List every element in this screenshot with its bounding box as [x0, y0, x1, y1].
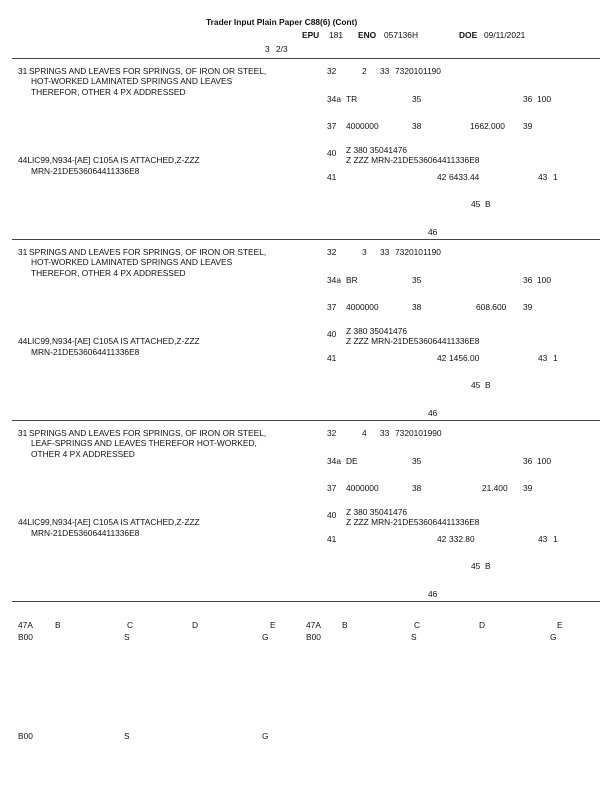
col-d-header: D: [479, 620, 486, 630]
net-mass: 608.600: [476, 302, 507, 312]
doe-value: 09/11/2021: [484, 30, 526, 40]
box40-line1: Z 380 35041476: [346, 145, 408, 155]
box38-label: 38: [412, 302, 422, 312]
box31-label: 31: [18, 66, 28, 76]
box40-label: 40: [327, 510, 337, 520]
item-divider: [12, 239, 600, 240]
box41-label: 41: [327, 534, 337, 544]
box37-label: 37: [327, 121, 337, 131]
tax-base-cell: S: [411, 632, 417, 642]
col-b-header: B: [55, 620, 61, 630]
item-price: 332.80: [449, 534, 475, 544]
box44-line2: MRN-21DE536064411336E8: [31, 166, 140, 176]
col-d-header: D: [192, 620, 199, 630]
box35-label: 35: [412, 94, 422, 104]
desc-line: HOT-WORKED LAMINATED SPRINGS AND LEAVES: [31, 257, 233, 268]
tax-base-cell: S: [124, 632, 130, 642]
item-divider: [12, 420, 600, 421]
box42-label: 42: [437, 353, 447, 363]
box33-label: 33: [380, 428, 390, 438]
box44-line1: 44LIC99,N934-[AE] C105A IS ATTACHED,Z-ZZZ: [18, 155, 200, 165]
desc-line: SPRINGS AND LEAVES FOR SPRINGS, OF IRON OR STEEL,: [29, 66, 267, 76]
box46-label: 46: [428, 227, 438, 237]
box34a-label: 34a: [327, 456, 341, 466]
col-e-header: E: [270, 620, 276, 630]
box37-label: 37: [327, 483, 337, 493]
item-divider: [12, 601, 600, 602]
item-number: 2: [362, 66, 367, 76]
tax-type-cell: B00: [306, 632, 321, 642]
box32-label: 32: [327, 66, 337, 76]
procedure-code: 4000000: [346, 483, 379, 493]
commodity-code: 7320101990: [395, 428, 442, 438]
box39-label: 39: [523, 302, 533, 312]
item-price: 1456.00: [449, 353, 480, 363]
mop-cell: G: [262, 632, 269, 642]
mop-cell: G: [550, 632, 557, 642]
mop-cell: G: [262, 731, 269, 741]
box47a-label: 47A: [306, 620, 321, 630]
net-mass: 21.400: [482, 483, 508, 493]
box40-label: 40: [327, 329, 337, 339]
box45-value: B: [485, 561, 491, 571]
box42-label: 42: [437, 534, 447, 544]
box43-label: 43: [538, 353, 548, 363]
box43-value: 1: [553, 353, 558, 363]
box38-label: 38: [412, 121, 422, 131]
commodity-code: 7320101190: [395, 247, 441, 257]
col-c-header: C: [127, 620, 134, 630]
box44-line1: 44LIC99,N934-[AE] C105A IS ATTACHED,Z-ZZZ: [18, 517, 200, 527]
box32-label: 32: [327, 247, 337, 257]
box43-value: 1: [553, 172, 558, 182]
tax-type-cell: B00: [18, 632, 33, 642]
box35-label: 35: [412, 275, 422, 285]
box41-label: 41: [327, 353, 337, 363]
box45-label: 45: [471, 380, 481, 390]
desc-line: THEREFOR, OTHER 4 PX ADDRESSED: [31, 86, 186, 97]
goods-description: [18, 428, 318, 459]
box31-label: 31: [18, 428, 28, 438]
page-title: Trader Input Plain Paper C88(6) (Cont): [206, 17, 358, 27]
eno-label: ENO: [358, 30, 377, 40]
procedure-code: 4000000: [346, 121, 379, 131]
col-b-header: B: [342, 620, 348, 630]
box37-label: 37: [327, 302, 337, 312]
box44-line2: MRN-21DE536064411336E8: [31, 347, 140, 357]
net-mass: 1662.000: [470, 121, 505, 131]
box45-label: 45: [471, 561, 481, 571]
col-e-header: E: [557, 620, 563, 630]
box43-value: 1: [553, 534, 558, 544]
box46-label: 46: [428, 589, 438, 599]
box45-value: B: [485, 199, 491, 209]
goods-description: [18, 66, 318, 97]
box40-line1: Z 380 35041476: [346, 326, 408, 336]
tax-base-cell: S: [124, 731, 130, 741]
box47a-label: 47A: [18, 620, 33, 630]
box32-label: 32: [327, 428, 337, 438]
desc-line: LEAF-SPRINGS AND LEAVES THEREFOR HOT-WORKED,: [31, 438, 257, 449]
commodity-code: 7320101190: [395, 66, 441, 76]
box43-label: 43: [538, 172, 548, 182]
epu-value: 181: [329, 30, 343, 40]
origin-country: TR: [346, 94, 358, 104]
box44-line1: 44LIC99,N934-[AE] C105A IS ATTACHED,Z-ZZZ: [18, 336, 200, 346]
item-number: 3: [362, 247, 367, 257]
box34a-label: 34a: [327, 94, 341, 104]
procedure-code: 4000000: [346, 302, 379, 312]
box31-label: 31: [18, 247, 28, 257]
box40-label: 40: [327, 148, 337, 158]
box33-label: 33: [380, 247, 390, 257]
box45-value: B: [485, 380, 491, 390]
box35-label: 35: [412, 456, 422, 466]
epu-label: EPU: [302, 30, 320, 40]
doe-label: DOE: [459, 30, 478, 40]
origin-country: BR: [346, 275, 358, 285]
box40-line1: Z 380 35041476: [346, 507, 408, 517]
box36-label: 36: [523, 456, 533, 466]
box36-value: 100: [537, 94, 551, 104]
box39-label: 39: [523, 483, 533, 493]
box36-label: 36: [523, 275, 533, 285]
box40-line2: Z ZZZ MRN-21DE536064411336E8: [346, 155, 480, 165]
page-box-label: 3: [265, 44, 270, 54]
box34a-label: 34a: [327, 275, 341, 285]
box41-label: 41: [327, 172, 337, 182]
box40-line2: Z ZZZ MRN-21DE536064411336E8: [346, 336, 480, 346]
origin-country: DE: [346, 456, 358, 466]
box38-label: 38: [412, 483, 422, 493]
box44-line2: MRN-21DE536064411336E8: [31, 528, 140, 538]
eno-value: 057136H: [384, 30, 418, 40]
item-price: 6433.44: [449, 172, 480, 182]
box36-value: 100: [537, 275, 551, 285]
box36-value: 100: [537, 456, 551, 466]
desc-line: SPRINGS AND LEAVES FOR SPRINGS, OF IRON OR STEEL,: [29, 428, 267, 438]
tax-type-cell: B00: [18, 731, 33, 741]
desc-line: SPRINGS AND LEAVES FOR SPRINGS, OF IRON OR STEEL,: [29, 247, 267, 257]
goods-description: [18, 247, 318, 278]
desc-line: HOT-WORKED LAMINATED SPRINGS AND LEAVES: [31, 76, 233, 87]
box42-label: 42: [437, 172, 447, 182]
box46-label: 46: [428, 408, 438, 418]
box36-label: 36: [523, 94, 533, 104]
col-c-header: C: [414, 620, 421, 630]
box43-label: 43: [538, 534, 548, 544]
header-divider: [12, 58, 600, 59]
desc-line: THEREFOR, OTHER 4 PX ADDRESSED: [31, 267, 186, 278]
box45-label: 45: [471, 199, 481, 209]
box33-label: 33: [380, 66, 390, 76]
desc-line: OTHER 4 PX ADDRESSED: [31, 448, 135, 459]
box39-label: 39: [523, 121, 533, 131]
page-number: 2/3: [276, 44, 288, 54]
item-number: 4: [362, 428, 367, 438]
box40-line2: Z ZZZ MRN-21DE536064411336E8: [346, 517, 480, 527]
